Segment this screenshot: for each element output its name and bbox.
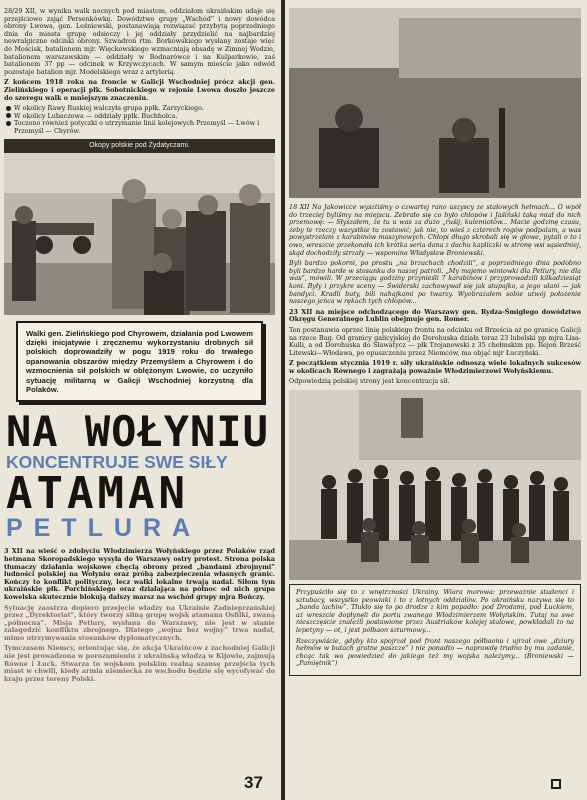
photo-group-soldiers [289, 390, 581, 580]
soldiers-photo-image [4, 153, 275, 315]
highlight-box-text: Walki gen. Zielińskiego pod Chyrowem, działania pod Lwowem dzięki inicjatywie i zręcznemu wykorzystaniu drobnych sił polskich doprowadziły w pogu 1919 roku do trwałego opanowania obszarów między Przemyślem a Chyrowem i do wzmocnienia sił polskich w oblężonym Lwowie, co uczyniło sytuację militarną w Galicji Wschodniej korzystną dla Polaków. [26, 328, 253, 394]
paragraph-styczen-1919: Z początkiem stycznia 1919 r. siły ukraińskie odnoszą wiele lokalnych sukcesów w okolicach Równego i zagrażają poważnie Włodzimierzowi Wołyńskiemu. [289, 359, 581, 375]
photo-caption-trenches: Okopy polskie pod Żydatyczami. [4, 139, 275, 153]
bullet-dot-icon [6, 106, 11, 111]
right-column [289, 8, 581, 676]
bullet-list [4, 105, 275, 135]
quote-box-broniewski [289, 584, 581, 676]
group-photo-image [289, 390, 581, 580]
highlight-box-summary [16, 321, 263, 403]
headline-petlura: PETLURA [6, 514, 202, 543]
photo-soldiers-trenches [4, 153, 275, 315]
bullet-item: W okolicy Lubaczowa — oddziały ppłk. Buchholca. [4, 113, 275, 121]
bullet-dot-icon [6, 113, 11, 118]
headline-koncentruje: KONCENTRUJE SWE SIŁY [6, 452, 228, 473]
bullet-item: Toczono również potyczki o utrzymanie linii kolejowych Przemyśl — Lwów i Przemyśl — Chyrów. [4, 120, 275, 135]
end-square-icon [551, 779, 561, 789]
bullet-dot-icon [6, 121, 11, 126]
paragraph-eastern-galicia: Z końcem 1918 roku na froncie w Galicji Wschodniej prócz akcji gen. Zielińskiego i operacji płk. Sobotnickiego w rejonie Lwowa doszło jeszcze do szeregu walk o mniejszym znaczeniu. [4, 78, 275, 102]
column-divider [281, 0, 285, 800]
headline-na-wolyniu: NA WOŁYNIU [6, 407, 269, 457]
paragraph-wlodzimierz-protest: 3 XII na wieść o zdobyciu Włodzimierza Wołyńskiego przez Polaków rząd hetmana Skoropadskiego wysyła do Warszawy ostry protest. Strona polska tłumaczy działania wojskowe chęcią obrony przed „bandami zbrojnymi” ludności polskiej na Wołyniu oraz próbą zabezpieczenia własnych granic. Kończy to konflikt polityczny, lecz walki lokalne trwają nadal. Siłom tym ukraińskie płk. Porchińskiego oraz działająca na północ od nich grupa kowelska skutecznie blokują dalszy marsz na wschód grupy mjra Bończy. [4, 547, 275, 601]
field-photo-image [289, 8, 581, 198]
paragraph-front-line: Ten postanawia oprzeć linię polskiego frontu na odcinku od Brześcia aż po granicę Galicji na rzece Bug. Od granicy galicyjskiej do Dorohuska działa teraz 23 lubelski pp mjra Lisa-Kulli, a od Dorohuska do Sławatycz — płk Trojanowski z 35 chełmskim pp. Rejon Brześć Litewski—Włodawa, po opuszczeniu przez Niemców, ma objąć mjr Łuczyński. [289, 325, 581, 357]
quote-paragraph-2: Rzeczywiście, gdyby kto spojrzał pod front naszego półbaonu i ujrzał owe „dziury hełmów w butach gratne paszcze” i nie ponadto — naprawdę trudno by mu zadanie, chcąc tak wo powiedzieć do jakiego też my wojska należymy... (Broniewski — „Pamiętnik”) [296, 636, 574, 668]
paragraph-dyrektoriat: Sytuację zaostrza dopiero przejęcie władzy na Ukrainie Zadnieprzańskiej przez „Dyrektoriat”, który tworzy silną grupę wojsk atamana Osfilki, zwaną „północną”. Misja Petlury, wysłana do Warszawy, nie jest w stanie załagodzić konfliktu zbrojnego. Dlatego „wojna bez wojny” trwa nadal, mimo utrzymywania stosunków dyplomatycznych. [4, 603, 275, 642]
bullet-item: W okolicy Rawy Ruskiej walczyła grupa ppłk. Zarzyckiego. [4, 105, 275, 113]
headline-ataman: ATAMAN [6, 468, 189, 520]
paragraph-persenkowka: 28/29 XII, w wyniku walk nocnych pod miastem, oddziałom ukraińskim udaje się przejściowo zająć Persenkówkę. Dowództwo grupy „Wschód” i nowy dowódca obrony Lwowa, gen. Leśniewski, postanawiają rozwiązać przybytą poprzedniego dnia do miasta grupę odsieczy i jej oddziały przydzielić na najbardziej newralgiczne odcinki obrony. Szwadron rtm. Borkowskiego wysłany zostaje więc do Mościsk, batalionem mjr. Więckowskiego wzmacniają obsadę w Zimnej Wodzie, batalionem warszawskim — oddziały w Bodnarówce i na Kulparkowie, zaś batalionem 37 pp — odcinek w Krzywczycach. W samym mieście jako odwód pozostaje batalion mjr. Modelskiego wraz z artylerią. [4, 7, 275, 76]
left-column [4, 8, 275, 686]
photo-soldiers-field [289, 8, 581, 198]
paragraph-jakowicze: 18 XII Na Jakowicce wysztiśmy o czwartej rano uszyscy ze stałowych hełmach... O wpół do trzeciej byliśmy na miejscu. Zebrało się co było chłopów i Jaśiński taką miał do nich przemowę: — Słyszałem, że tu u was za dużo „ruśij, kulemiotów... Macie godzinę czasu, żeby te rzeczy wszystkie tu zostawić; jak nie, to wieś z czterech rogów podpalam, a was powystrzelam z karabinów maszynowych. Chłopi długo skrobali się w głowe, pytali o to i owo, wreszcie przekonała ich krótka seria dana z dachu kapliczki w stronę wsi sąsiedniej, skąd dochodziły strzały — wspomina Władysław Broniewski. [289, 203, 581, 257]
page-number: 37 [244, 773, 263, 792]
paragraph-romer: 23 XII na miejsce odchodzącego do Warszawy gen. Rydza-Śmigłego dowództwo Okręgu Generalnego Lublin obejmuje gen. Romer. [289, 307, 581, 324]
paragraph-niemcy: Tymczasem Niemcy, orientując się, że akcja Ukraińców z zachodniej Galicji nie jest prowadzona w porozumieniu z ukraińską władzą w Kijowie, zajmują Równe i Łuck. Stwarza to wojskom polskim realną szansę przejścia tych miast w chwili, kiedy armia niemiecka ze wschodu będzie się wycofywać do kraju przez tereny Polski. [4, 644, 275, 683]
paragraph-koncentracja: Odpowiedzią polskiej strony jest koncentracja sił. [289, 377, 450, 386]
paragraph-pokorni: Byli bardzo pokorni, po prostu „na brzuchach chodzili”, a poprzedniego dnia podobno byli bardzo harde w stosunku do naszej patroli. „My majemo wintowki dla Petlury, nie dla was”, mówili. W przeciągu godziny przynieśli 7 karabinów i przyprowadzili kilkadziesiąt koni. Były i przykre sceny — Świderski zachowywał się jak stupajko, a jego ułani — jak bandyci. Kradli buty, bili nahajkami po twarzy. Wyobrażałem sobie utwój położenie naszego jeńca w rękach tych chłopów... [289, 259, 581, 306]
quote-paragraph-1: Przypuściło się to z wnętrzności Ukrainy. Wiara morowa: przeważnie studenci i sztubacy, wszystko peowiaki i to z lotnych oddziałów. Po ukraińsku nazywa się to „banda lachiw”. Tłukło się to po drodze z kim popadło: pod Drodami, pod Łuckiem, aż wreszcie dopłynęli do portu zwanego Włodzimierzem Wołyńskim. Tutaj na swe nieszczęście znaleźli postawione przez Austriaków kolejej stalowe, powkładali to na lepetyny — ot, i jest półbaon szturmowy... [296, 588, 574, 635]
right-article [289, 204, 581, 386]
